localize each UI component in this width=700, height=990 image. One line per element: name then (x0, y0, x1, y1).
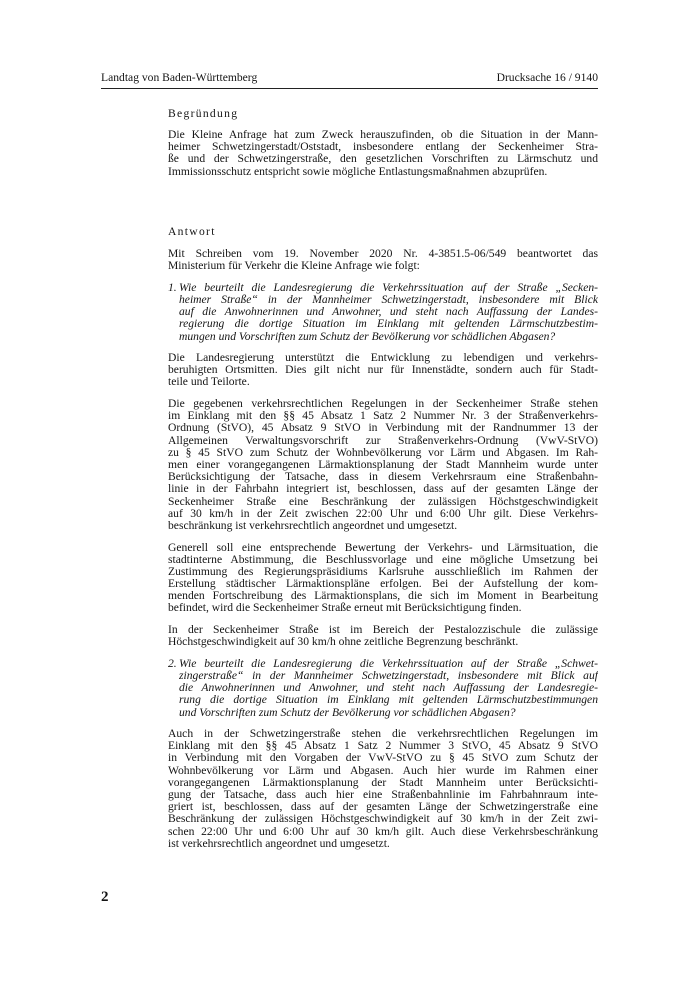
text-line: Ordnung (StVO), 45 Absatz 9 StVO in Verbindung mit der Randnummer 13 der (168, 422, 598, 435)
begruendung-heading: Begründung (168, 107, 239, 120)
question-line: auf die Anwohnerinnen und Anwohner, und steht nach Auffassung der Landes- (179, 306, 598, 319)
text-line: zu § 45 StVO zum Schutz der Wohnbevölkerung vor Lärm und Abgasen. Im Rah- (168, 446, 598, 459)
intro-paragraph (168, 248, 598, 272)
question-line: rung die dortige Situation im Einklang mit geltenden Lärmschutzbestimmungen (179, 694, 598, 707)
question-line: zingerstraße“ in der Mannheimer Schwetzingerstadt, insbesondere mit Blick auf (179, 669, 598, 682)
text-line: beruhigten Ortsmitten. Dies gilt nicht nur für Innenstädte, sondern auch für Stadt- (168, 364, 598, 377)
text-line: Höchstgeschwindigkeit auf 30 km/h ohne zeitliche Begrenzung beschränkt. (168, 636, 519, 649)
question-line: heimer Straße“ in der Mannheimer Schwetzingerstadt, insbesondere mit Blick (179, 293, 598, 306)
text-line: Generell soll eine entsprechende Bewertung der Verkehrs- und Lärmsituation, die (168, 541, 598, 554)
section-begruendung (168, 108, 598, 121)
text-line: Seckenheimer Straße eine Beschränkung der zulässigen Höchstgeschwindigkeit (168, 495, 598, 508)
text-line: menden Fortschreibung des Lärmaktionsplans, die sich im Moment in Bearbeitung (168, 590, 598, 603)
question-number: 2. (168, 656, 177, 670)
text-line: griert ist, beschlossen, dass auf der gesamten Länge der Schwetzingerstraße eine (168, 801, 598, 814)
text-line: in Verbindung mit den Vorgaben der VwV-StVO zu § 45 StVO zum Schutz der (168, 752, 598, 765)
text-line: Allgemeinen Verwaltungsvorschrift zur Straßenverkehrs-Ordnung (VwV-StVO) (168, 434, 598, 447)
antwort-body (168, 248, 598, 859)
text-line: im Einklang mit den §§ 45 Absatz 1 Satz 2 Nummer Nr. 3 der Straßenverkehrs- (168, 410, 598, 423)
text-line: teile und Teilorte. (168, 376, 250, 389)
text-line: Zustimmung des Regierungspräsidiums Karlsruhe ausschließlich im Rahmen der (168, 565, 598, 578)
text-line: beschränkung ist verkehrsrechtlich angeordnet und umgesetzt. (168, 519, 458, 532)
answer-1-paragraph-2 (168, 398, 598, 532)
text-line: Berücksichtigung der Tatsache, dass in diesem Verkehrsraum eine Straßenbahn- (168, 471, 598, 484)
question-1 (168, 282, 598, 343)
text-line: schen 22:00 Uhr und 6:00 Uhr auf 30 km/h gilt. Auch diese Verkehrsbeschränkung (168, 825, 598, 838)
text-line: Die Kleine Anfrage hat zum Zweck herauszufinden, ob die Situation in der Mann- (168, 129, 598, 141)
question-line: die Anwohnerinnen und Anwohner, und steht nach Auffassung der Landesregie- (179, 682, 598, 695)
question-number: 1. (168, 280, 177, 294)
text-line: In der Seckenheimer Straße ist im Bereich der Pestalozzischule die zulässige (168, 624, 598, 637)
question-line: Wie beurteilt die Landesregierung die Verkehrssituation auf der Straße „Schwet- (179, 657, 598, 670)
text-line: Wohnbevölkerung vor Lärm und Abgasen. Auch hier wurde im Rahmen einer (168, 764, 598, 777)
text-line: linie in der Fahrbahn integriert ist, beschlossen, dass auf der gesamten Länge der (168, 483, 598, 496)
question-line: mungen und Vorschriften zum Schutz der Bevölkerung vor schädlichen Abgasen? (179, 330, 556, 343)
answer-1-paragraph-1 (168, 352, 598, 389)
antwort-heading: Antwort (168, 225, 216, 238)
header-document-number: Drucksache 16 / 9140 (496, 71, 598, 84)
text-line: vorangegangenen Lärmaktionsplanung der Stadt Mannheim unter Berücksichti- (168, 776, 598, 789)
text-line: Auch in der Schwetzingerstraße stehen die verkehrsrechtlichen Regelungen im (168, 728, 598, 741)
question-line: regierung die dortige Situation im Einklang mit geltenden Lärmschutzbestim- (179, 318, 598, 331)
text-line: Mit Schreiben vom 19. November 2020 Nr. 4-3851.5-06/549 beantwortet das (168, 248, 598, 260)
page-number: 2 (101, 889, 109, 905)
section-antwort (168, 226, 598, 239)
question-2 (168, 658, 598, 719)
question-line: und Vorschriften zum Schutz der Bevölkerung vor schädlichen Abgasen? (179, 706, 516, 719)
answer-1-paragraph-3 (168, 542, 598, 615)
text-line: Die gegebenen verkehrsrechtlichen Regelungen in der Seckenheimer Straße stehen (168, 398, 598, 411)
text-line: Ministerium für Verkehr die Kleine Anfrage wie folgt: (168, 260, 420, 273)
text-line: befindet, wird die Seckenheimer Straße erneut mit Berücksichtigung finden. (168, 602, 522, 615)
text-line: stadtinterne Abstimmung, die Beschlussvorlage und eine mögliche Umsetzung bei (168, 553, 598, 566)
question-line: Wie beurteilt die Landesregierung die Verkehrssituation auf der Straße „Secken- (179, 281, 598, 294)
text-line: auf 30 km/h in der Zeit zwischen 22:00 Uhr und 6:00 Uhr gilt. Diese Verkehrs- (168, 507, 598, 520)
answer-1-paragraph-4 (168, 624, 598, 648)
text-line: ist verkehrsrechtlich angeordnet und umgesetzt. (168, 837, 390, 850)
text-line: Immissionsschutz entspricht sowie mögliche Entlastungsmaßnahmen abzuprüfen. (168, 165, 548, 178)
text-line: Erstellung städtischer Lärmaktionspläne erfolgen. Bei der Aufstellung der kom- (168, 578, 598, 591)
begruendung-paragraph (168, 129, 598, 178)
text-line: gung der Tatsache, dass auch hier eine Straßenbahnlinie im Fahrbahnraum inte- (168, 789, 598, 802)
text-line: ße und der Schwetzingerstraße, den gesetzlichen Vorschriften zu Lärmschutz und (168, 153, 598, 166)
running-header (101, 71, 598, 86)
text-line: men einer vorangegangenen Lärmaktionsplanung der Stadt Mannheim wurde unter (168, 458, 598, 471)
header-rule (101, 88, 598, 89)
text-line: heimer Schwetzingerstadt/Oststadt, insbesondere entlang der Seckenheimer Stra- (168, 141, 598, 154)
header-parliament: Landtag von Baden-Württemberg (101, 71, 258, 84)
answer-2-paragraph-1 (168, 728, 598, 850)
text-line: Einklang mit den §§ 45 Absatz 1 Satz 2 Nummer 3 StVO, 45 Absatz 9 StVO (168, 740, 598, 753)
text-line: Beschränkung der zulässigen Höchstgeschwindigkeit auf 30 km/h in der Zeit zwi- (168, 813, 598, 826)
text-line: Die Landesregierung unterstützt die Entwicklung zu lebendigen und verkehrs- (168, 352, 598, 365)
